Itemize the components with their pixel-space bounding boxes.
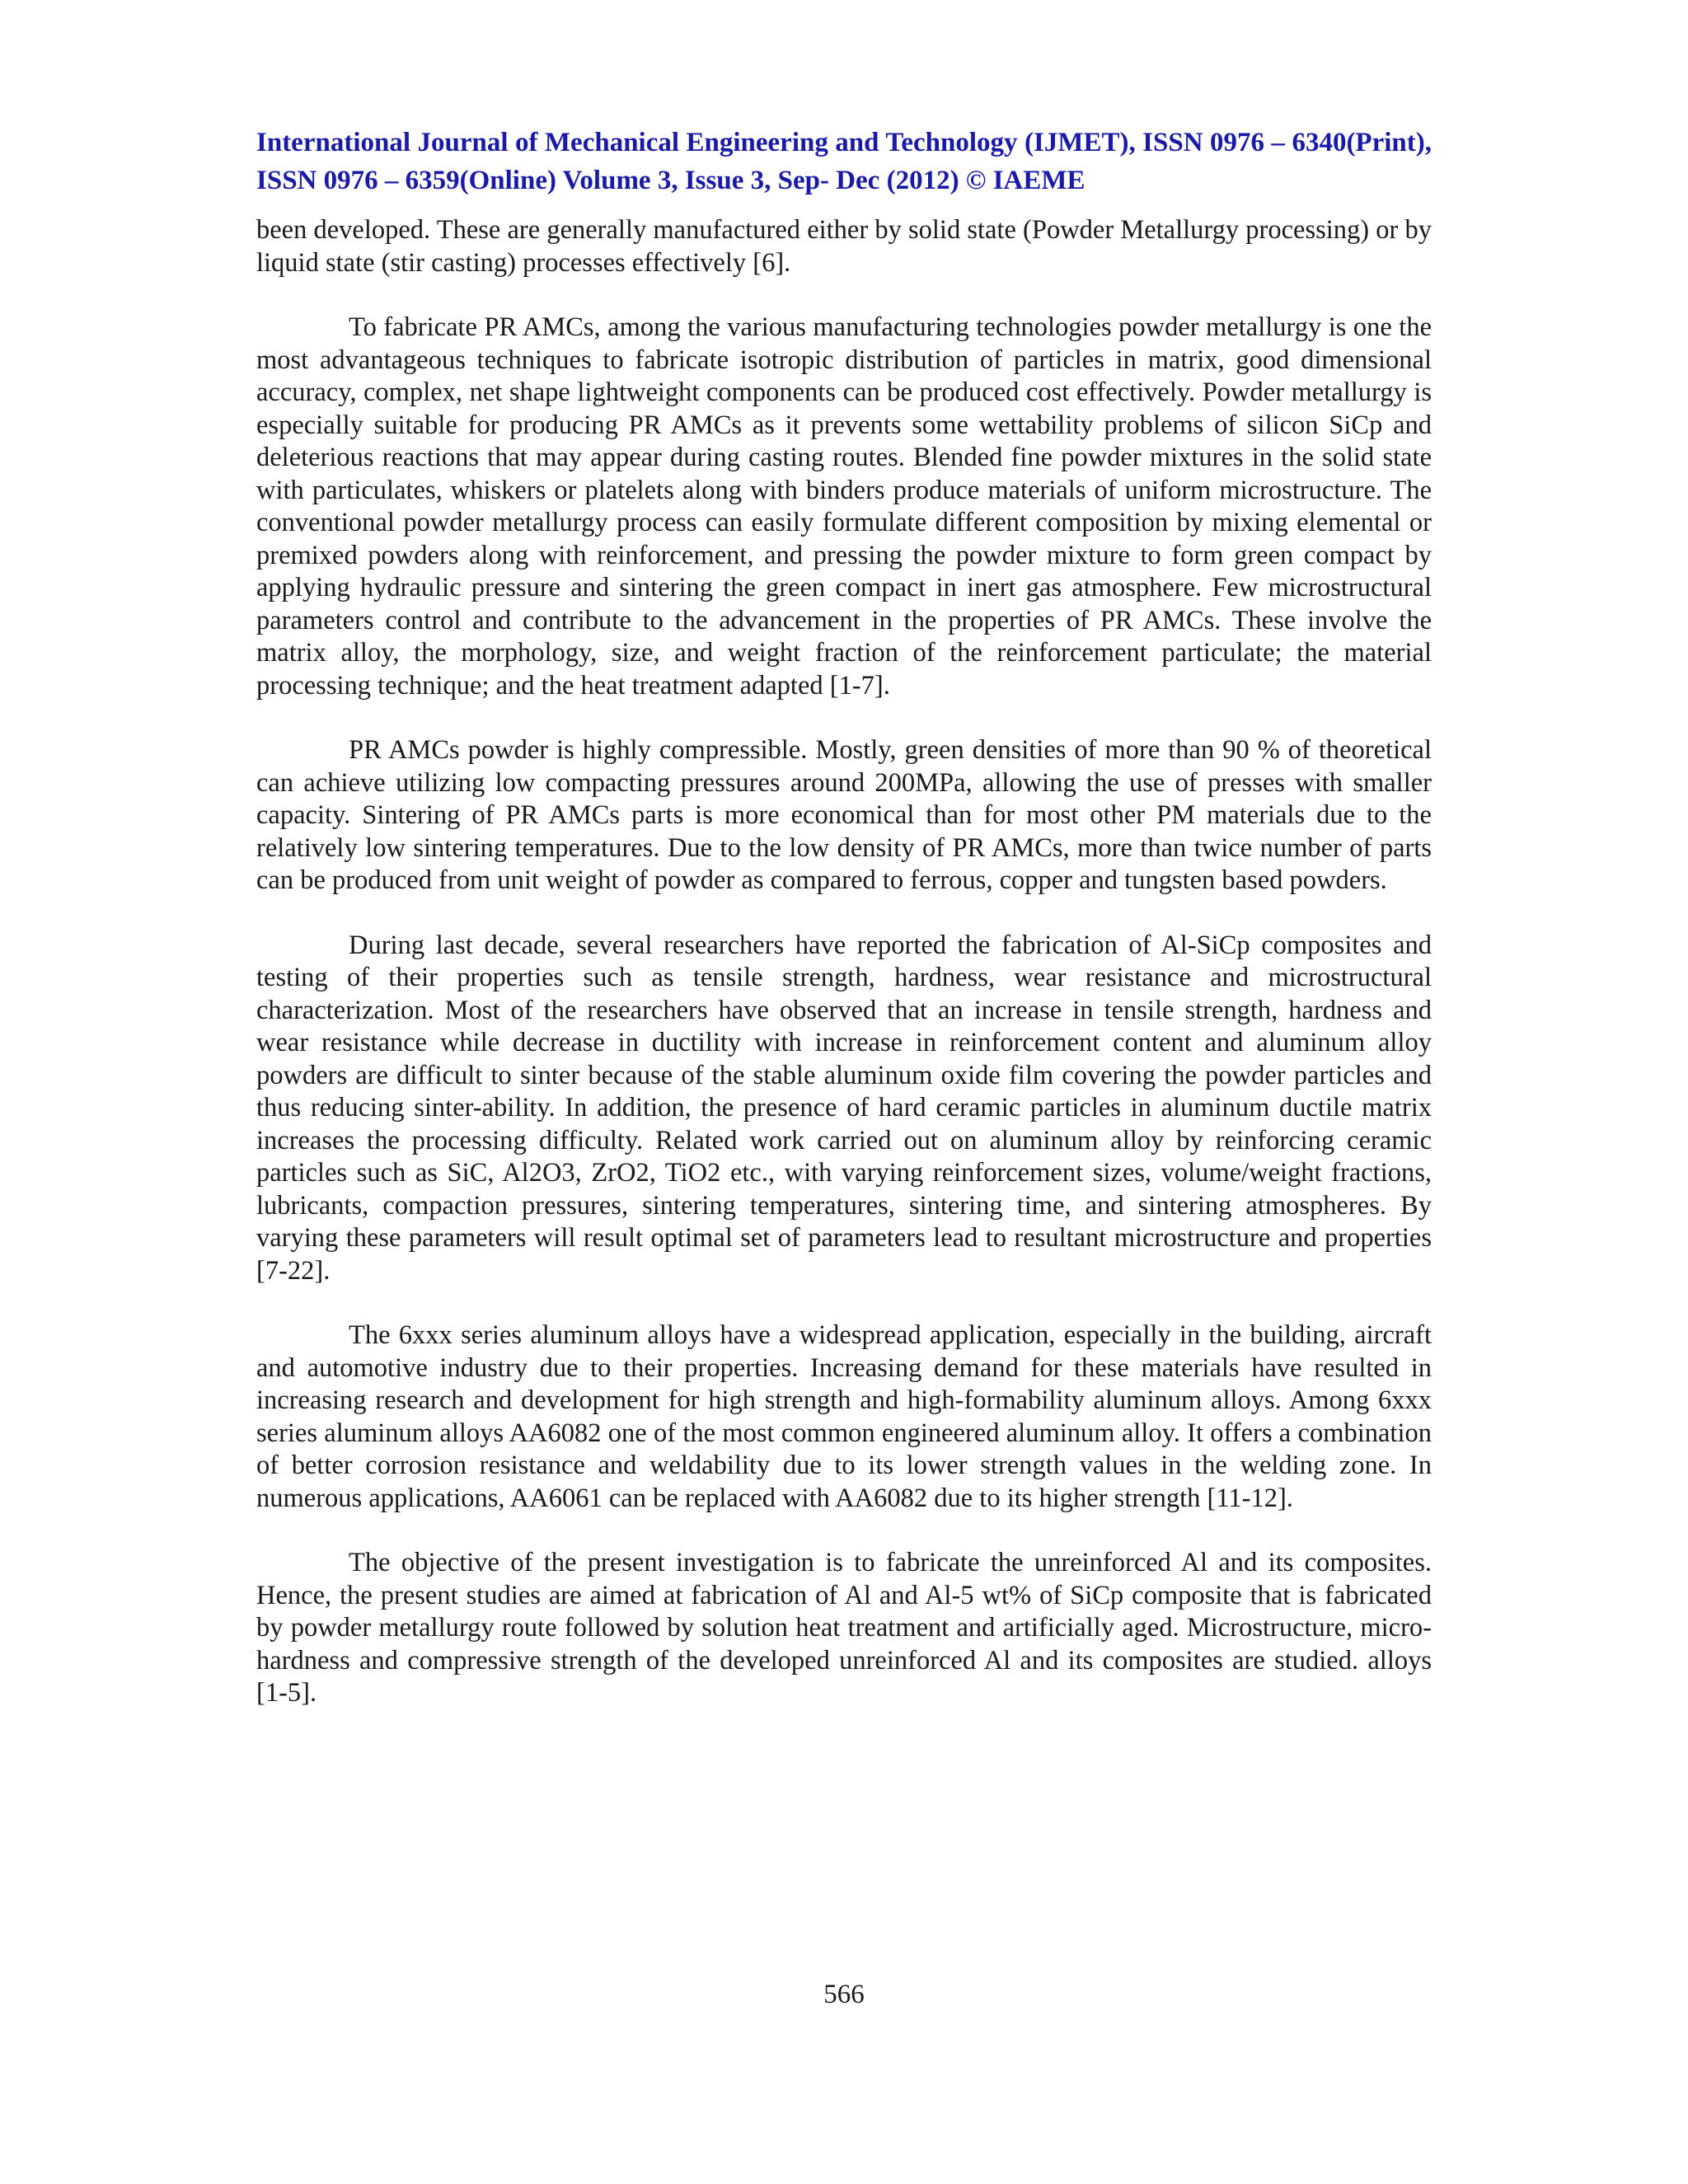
paragraph-compressibility: PR AMCs powder is highly compressible. Mostly, green densities of more than 90 % of theoretical can achieve utilizing low compacting pressures around 200MPa, allowing the use of presses with smaller capacity. Sintering of PR AMCs parts is more economical than for most other PM materials due to the relatively low sintering temperatures. Due to the low density of PR AMCs, more than twice number of parts can be produced from unit weight of powder as compared to ferrous, copper and tungsten based powders. bbox=[256, 735, 1432, 895]
paragraph-6xxx-alloys: The 6xxx series aluminum alloys have a widespread application, especially in the building, aircraft and automotive industry due to their properties. Increasing demand for these materials have resulted in increasing research and development for high strength and high-formability aluminum alloys. Among 6xxx series aluminum alloys AA6082 one of the most common engineered aluminum alloy. It offers a combination of better corrosion resistance and weldability due to its lower strength values in the welding zone. In numerous applications, AA6061 can be replaced with AA6082 due to its higher strength [11-12]. bbox=[256, 1320, 1432, 1513]
paragraph-objective: The objective of the present investigation is to fabricate the unreinforced Al and its composites. Hence, the present studies are aimed at fabrication of Al and Al-5 wt% of SiCp composite that is fabricated by powder metallurgy route followed by solution heat treatment and artificially aged. Microstructure, micro-hardness and compressive strength of the developed unreinforced Al and its composites are studied. alloys [1-5]. bbox=[256, 1548, 1432, 1708]
page-number: 566 bbox=[823, 1980, 865, 2009]
paragraph-continuation: been developed. These are generally manufactured either by solid state (Powder Metallurgy processing) or by liquid state (stir casting) processes effectively [6]. bbox=[256, 215, 1432, 278]
page-content bbox=[256, 124, 1432, 1742]
paragraph-literature-review: During last decade, several researchers have reported the fabrication of Al-SiCp composites and testing of their properties such as tensile strength, hardness, wear resistance and microstructural characterization. Most of the researchers have observed that an increase in tensile strength, hardness and wear resistance while decrease in ductility with increase in reinforcement content and aluminum alloy powders are difficult to sinter because of the stable aluminum oxide film covering the powder particles and thus reducing sinter-ability. In addition, the presence of hard ceramic particles in aluminum ductile matrix increases the processing difficulty. Related work carried out on aluminum alloy by reinforcing ceramic particles such as SiC, Al2O3, ZrO2, TiO2 etc., with varying reinforcement sizes, volume/weight fractions, lubricants, compaction pressures, sintering temperatures, sintering time, and sintering atmospheres. By varying these parameters will result optimal set of parameters lead to resultant microstructure and properties [7-22]. bbox=[256, 930, 1432, 1286]
article-body bbox=[256, 214, 1432, 1710]
paragraph-powder-metallurgy: To fabricate PR AMCs, among the various manufacturing technologies powder metallurgy is one the most advantageous techniques to fabricate isotropic distribution of particles in matrix, good dimensional accuracy, complex, net shape lightweight components can be produced cost effectively. Powder metallurgy is especially suitable for producing PR AMCs as it prevents some wettability problems of silicon SiCp and deleterious reactions that may appear during casting routes. Blended fine powder mixtures in the solid state with particulates, whiskers or platelets along with binders produce materials of uniform microstructure. The conventional powder metallurgy process can easily formulate different composition by mixing elemental or premixed powders along with reinforcement, and pressing the powder mixture to form green compact by applying hydraulic pressure and sintering the green compact in inert gas atmosphere. Few microstructural parameters control and contribute to the advancement in the properties of PR AMCs. These involve the matrix alloy, the morphology, size, and weight fraction of the reinforcement particulate; the material processing technique; and the heat treatment adapted [1-7]. bbox=[256, 312, 1432, 701]
journal-header: International Journal of Mechanical Engineering and Technology (IJMET), ISSN 0976 – 6340(Print), ISSN 0976 – 6359(Online) Volume 3, Issue 3, Sep- Dec (2012) © IAEME bbox=[256, 128, 1432, 195]
